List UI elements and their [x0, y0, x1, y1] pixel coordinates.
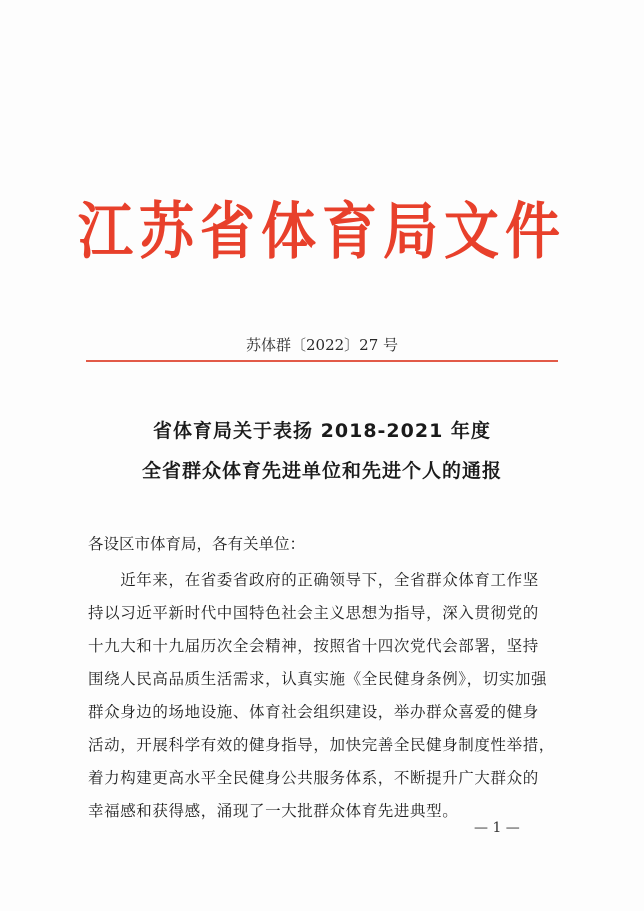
red-divider-line: [86, 360, 558, 362]
document-number: 苏体群〔2022〕27 号: [245, 336, 399, 354]
document-header-title: 江苏省体育局文件: [77, 195, 566, 267]
paragraph-line: 近年来，在省委省政府的正确领导下，全省群众体育工作坚: [88, 571, 539, 589]
paragraph-line: 活动，开展科学有效的健身指导，加快完善全民健身制度性举措，: [88, 736, 555, 754]
paragraph-line: 围绕人民高品质生活需求，认真实施《全民健身条例》，切实加强: [88, 670, 548, 688]
page-number: — 1 —: [474, 820, 520, 836]
salutation: 各设区市体育局，各有关单位：: [88, 535, 306, 553]
paragraph-line: 幸福感和获得感，涌现了一大批群众体育先进典型。: [88, 802, 459, 820]
notice-title-line-1: 省体育局关于表扬 2018-2021 年度: [153, 420, 491, 442]
paragraph-line: 着力构建更高水平全民健身公共服务体系，不断提升广大群众的: [88, 769, 539, 787]
paragraph-line: 群众身边的场地设施、体育社会组织建设，举办群众喜爱的健身: [88, 703, 539, 721]
notice-title-line-2: 全省群众体育先进单位和先进个人的通报: [141, 460, 502, 482]
paragraph-line: 持以习近平新时代中国特色社会主义思想为指导，深入贯彻党的: [88, 604, 539, 622]
paragraph-line: 十九大和十九届历次全会精神，按照省十四次党代会部署，坚持: [88, 637, 539, 655]
